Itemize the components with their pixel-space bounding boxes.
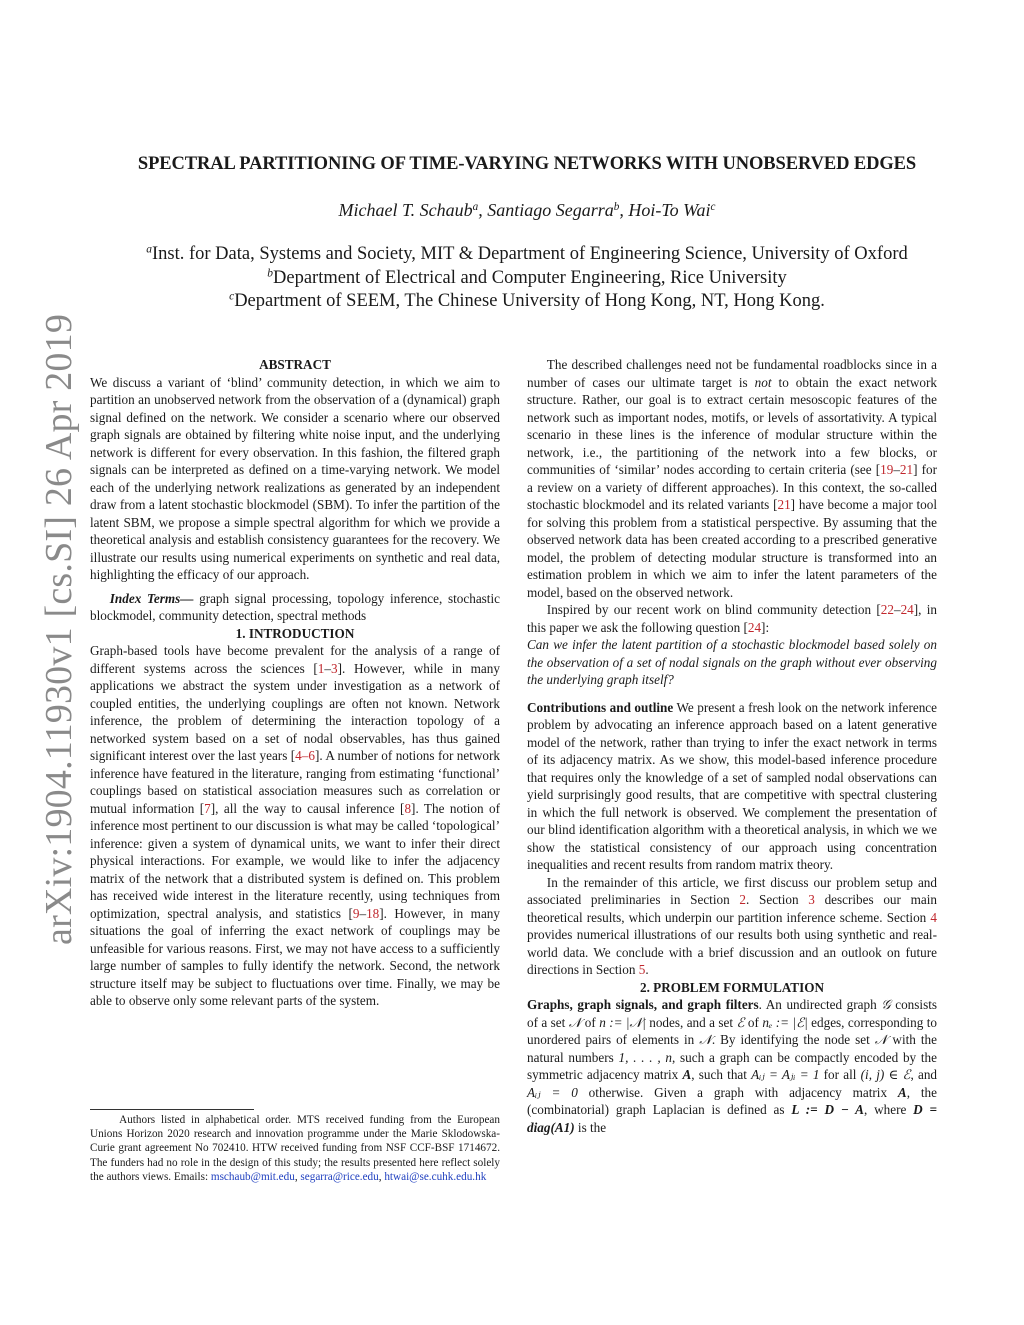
author-list: Michael T. Schaub$^a$, Santiago Segarra$^b$, Hoi-To Wai$^c$ (338, 200, 716, 220)
footnote (90, 1113, 500, 1184)
section-link[interactable]: 5 (638, 962, 646, 977)
citation-link[interactable]: 18 (366, 905, 380, 921)
citation-link[interactable]: 22 (880, 602, 894, 617)
run-in-heading: Contributions and outline (527, 699, 674, 715)
research-question: Can we infer the latent partition of a stochastic blockmodel based solely on the observation of a set of nodal signals on the graph without ever observing the underlying graph itself? (527, 637, 937, 687)
citation-link[interactable]: 21 (777, 497, 791, 512)
left-column (90, 356, 500, 1010)
footnote-rule (90, 1109, 254, 1110)
section-link[interactable]: 4 (930, 909, 937, 925)
paragraph-graphs: Graphs, graph signals, and graph filters. An undirected graph 𝒢 consists of a set 𝒩 of n := |𝒩| nodes, and a set ℰ of nₑ := |ℰ| edges, corresponding to unordered pairs of elements in 𝒩. By identifying the node set 𝒩 with the natural numbers 1, . . . , n, such a graph can be compactly encoded by the symmetric adjacency matrix A, such that Aᵢⱼ = Aⱼᵢ = 1 for all (i, j) ∈ ℰ, and Aᵢⱼ = 0 otherwise. Given a graph with adjacency matrix A, the (combinatorial) graph Laplacian is defined as L := D − A, where D = diag(A1) is the (527, 997, 938, 1135)
footnote-text: Authors listed in alphabetical order. MTS received funding from the European Unions Horizon 2020 research and innovation programme under the Marie Sklodowska-Curie grant agreement No 702410. HTW received funding from NSF CCF-BSF 1714672. The funders had no role in the design of this study; the results presented here reflect solely the authors views. Emails: mschaub@mit.edu, segarra@rice.edu, htwai@se.cuhk.edu.hk (90, 1114, 500, 1183)
arxiv-id[interactable]: arXiv:1904.11930v1 [cs.SI] 26 Apr 2019 (38, 313, 80, 945)
affiliation-line: $^c$Department of SEEM, The Chinese University of Hong Kong, NT, Hong Kong. (229, 290, 825, 311)
paper-title: SPECTRAL PARTITIONING OF TIME-VARYING NETWORKS WITH UNOBSERVED EDGES (137, 154, 917, 174)
paragraph-inspired: Inspired by our recent work on blind community detection [22–24], in this paper we ask the following question [24]: (527, 602, 938, 635)
paragraph-challenges: The described challenges need not be fundamental roadblocks since in a number of cases our ultimate target is not to obtain the exact network structure. Rather, our goal is to extract certain mesoscopic features of the network such as important nodes, motifs, or levels of assortativity. A typical scenario in these lines is the inference of modular structure within the network, i.e., the partitioning of the network into a few blocks, or communities of ‘similar’ nodes according to certain criteria (see [19–21] for a review on a variety of different approaches). In this context, the so-called stochastic blockmodel and its related variants [21] have become a major tool for solving this problem from a statistical perspective. By assuming that the observed network data has been created according to a prescribed generative model, the problem of detecting modular structure is transformed into an estimation problem in which we aim to infer the latent parameters of the model, based on the observed network. (527, 357, 938, 600)
paragraph-outline: In the remainder of this article, we first discuss our problem setup and associated preliminaries in Section 2. Section 3 describes our main theoretical results, which underpin our partition inference scheme. Section 4 provides numerical illustrations of our results both using synthetic and real-world data. We conclude with a brief discussion and an outlook on future directions in Section 5. (527, 874, 937, 977)
abstract-heading: ABSTRACT (259, 357, 331, 372)
citation-link[interactable]: 9 (352, 905, 360, 921)
author-name: Hoi-To Wai (628, 200, 711, 220)
author-mark: c (710, 200, 716, 213)
affiliation-line: $^a$Inst. for Data, Systems and Society, MIT & Department of Engineering Science, University of Oxford (146, 243, 908, 264)
intro-heading: 1. INTRODUCTION (235, 625, 355, 641)
citation-link[interactable]: 6 (308, 748, 315, 763)
problem-formulation-heading: 2. PROBLEM FORMULATION (639, 979, 824, 995)
index-terms-label: Index Terms— (109, 590, 194, 606)
author-name: Santiago Segarra (487, 200, 614, 220)
citation-link[interactable]: 24 (747, 619, 762, 635)
citation-link[interactable]: 1 (317, 660, 325, 676)
paragraph-contributions: Contributions and outline We present a fresh look on the network inference problem by advocating an inference approach based on a latent generative model of the network, rather than trying to infer the exact network in terms of its adjacency matrix. As we show, this model-based inference procedure that requires only the knowledge of a set of sampled nodal observations can yield surprisingly good results, that are competitive with spectral clustering in which the full network is observed. We complement the presentation of our blind identification algorithm with a theoretical analysis, in which we we show the statistical consistency of our approach using concentration inequalities and recent results from random matrix theory. (527, 699, 937, 872)
citation-link[interactable]: 3 (330, 660, 338, 676)
intro-paragraph: Graph-based tools have become prevalent for the analysis of a range of different systems across the sciences [1–3]. However, while in many applications we abstract the system under investigation as a network of coupled entities, the underlying couplings are often not known. Network inference, the problem of determining the interaction topology of a networked system based on a set of nodal observables, has thus gained significant interest over the last years [4–6]. A number of notions for network inference have featured in the literature, ranging from estimating ‘functional’ couplings based on statistical association measures such as correlation or mutual information [7], all the way to causal inference [8]. The notion of inference most pertinent to our discussion is what may be called ‘topological’ inference: given a system of dynamical units, we want to infer their direct physical interactions. For example, we would like to infer the adjacency matrix of the network that a distributed system is defined on. This problem has received wide interest in the literature recently, using techniques from optimization, spectral analysis, and statistics [9–18]. However, in many situations the goal of inferring the exact network of couplings may be unfeasible for various reasons. First, we may not have access to a sufficiently large number of samples to fully identify the network. Second, the network structure itself may be subject to fluctuations over time. Finally, we may be able to observe only some relevant parts of the system. (90, 643, 501, 1008)
email-link[interactable]: segarra@rice.edu (300, 1170, 379, 1183)
email-link[interactable]: mschaub@mit.edu (210, 1170, 295, 1183)
affiliations (60, 243, 994, 314)
run-in-heading: Graphs, graph signals, and graph filters (527, 997, 759, 1012)
citation-link[interactable]: 21 (899, 462, 914, 477)
right-column (527, 356, 937, 1136)
abstract-text: We discuss a variant of ‘blind’ community detection, in which we aim to partition an unobserved network from the observation of a (dynamical) graph signal defined on the network. We consider a scenario where our observed graph signals are obtained by filtering white noise input, and the underlying network is different for every observation. In this fashion, the filtered graph signals can be interpreted as defined on a time-varying network. We model each of the underlying network realizations as generated by an independent draw from a latent stochastic blockmodel (SBM). To infer the partition of the latent SBM, we propose a simple spectral algorithm for which we provide a theoretical analysis and establish consistency guarantees for the recovery. We illustrate our results using numerical experiments on synthetic and real data, highlighting the efficacy of our approach. (90, 374, 500, 582)
author-mark: b (613, 200, 620, 213)
email-link[interactable]: htwai@se.cuhk.edu.hk (384, 1170, 487, 1183)
citation-link[interactable]: 7 (204, 800, 211, 816)
citation-link[interactable]: 8 (404, 800, 412, 816)
index-terms: Index Terms— graph signal processing, topology inference, stochastic blockmodel, community detection, spectral methods (90, 590, 500, 623)
section-link[interactable]: 3 (808, 892, 815, 907)
citation-link[interactable]: 24 (900, 602, 914, 617)
citation-link[interactable]: 19 (880, 462, 894, 477)
author-mark: a (472, 200, 479, 213)
author-name: Michael T. Schaub (338, 200, 473, 220)
citation-link[interactable]: 4– (295, 748, 309, 763)
affiliation-line: $^b$Department of Electrical and Computer Engineering, Rice University (267, 267, 787, 288)
section-link[interactable]: 2 (739, 892, 746, 907)
